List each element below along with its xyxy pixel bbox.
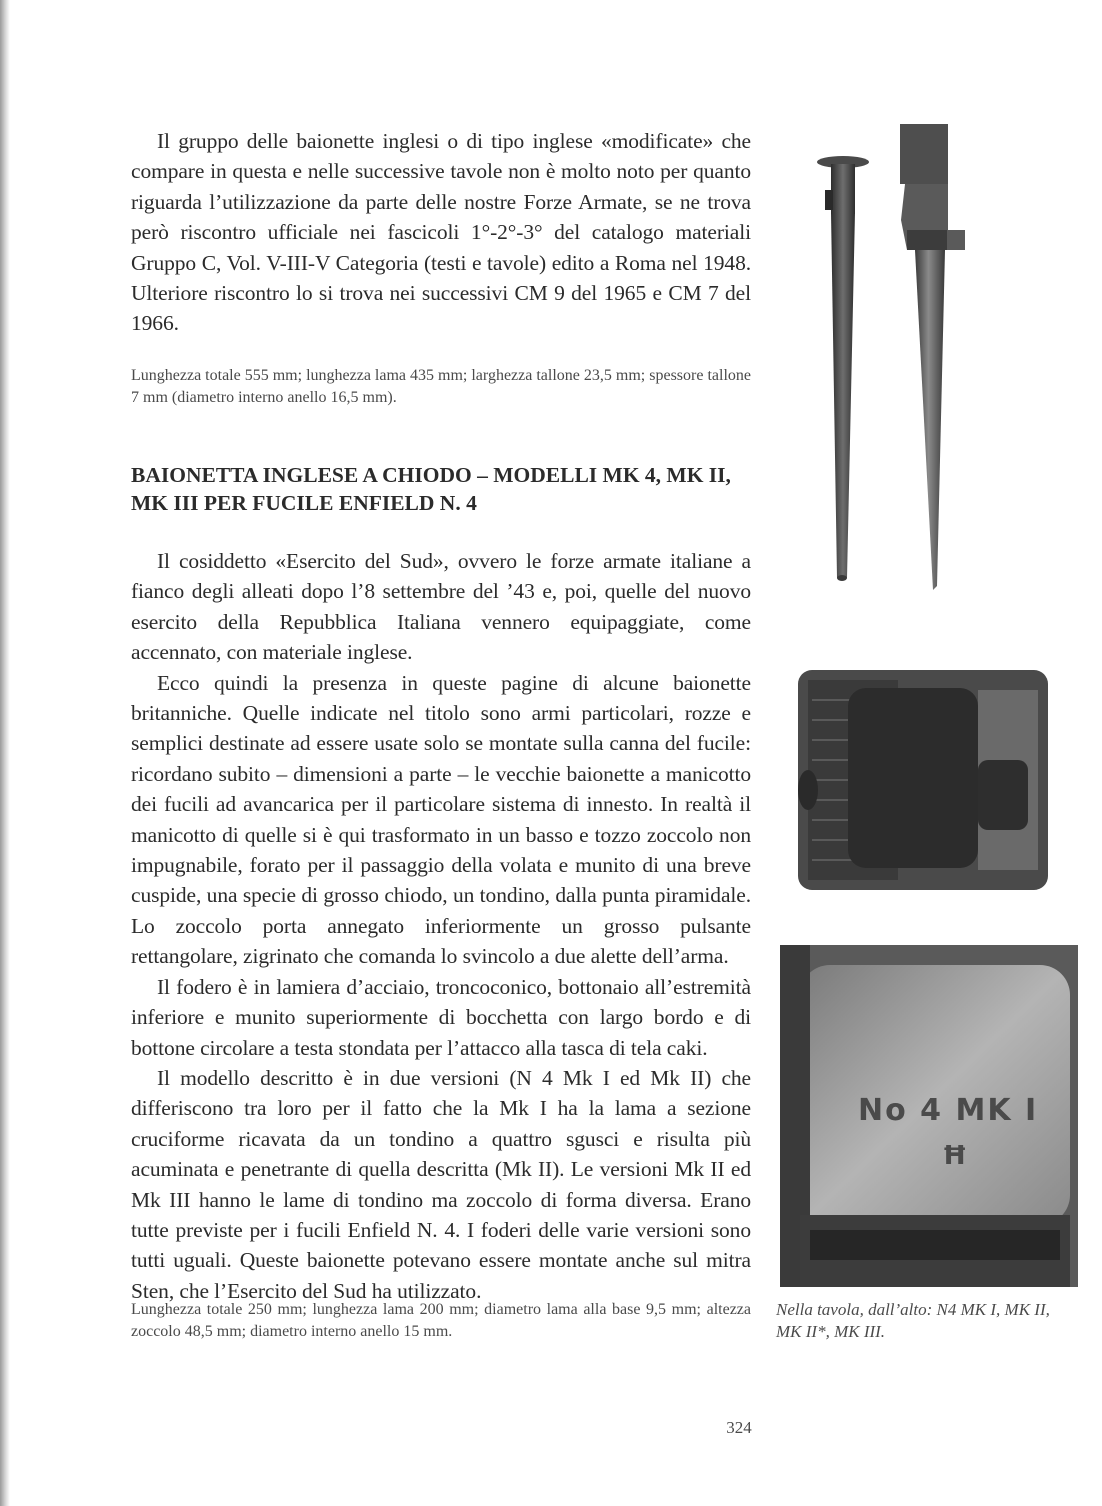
- section-paragraph-2: Ecco quindi la presenza in queste pagine di alcune baionette britanniche. Quelle indicate nel titolo sono armi particolari, rozze e semplici destinate ad essere usate solo se montate sulla canna del fucile: ricordano subito – dimensioni a parte – le vecchie baionette a manicotto dei fucili ad avancarica per il particolare sistema di innesto. In realtà il manicotto di quelle si è qui trasformato in un basso e tozzo zoccolo non impugnabile, forato per il passaggio della volata e munito di una breve cuspide, una specie di grosso chiodo, un tondino, dalla punta piramidale. Lo zoccolo porta annegato inferiormente un grosso pulsante rettangolare, zigrinato che comanda lo svincolo a due alette dell’arma.: [131, 670, 751, 969]
- socket-closeup-photo: [778, 660, 1066, 910]
- section-title: BAIONETTA INGLESE A CHIODO – MODELLI MK 4, MK II, MK III PER FUCILE ENFIELD N. 4: [131, 463, 731, 515]
- section-paragraph-1: Il cosiddetto «Esercito del Sud», ovvero le forze armate italiane a fianco degli alleati dopo l’8 settembre del ’43 e, poi, quelle del nuovo esercito della Repubblica Italiana vennero equipaggiate, come accennato, con materiale inglese.: [131, 549, 751, 665]
- intro-paragraph: Il gruppo delle baionette inglesi o di tipo inglese «modificate» che compare in questa e nelle successive tavole non è molto noto per quanto riguarda l’utilizzazione da parte delle nostre Forze Armate, se ne trova però riscontro ufficiale nei fascicoli 1°-2°-3° del catalogo materiali Gruppo C, Vol. V-III-V Categoria (testi e tavole) edito a Roma nel 1948. Ulteriore riscontro lo si trova nei successivi CM 9 del 1965 e CM 7 del 1966.: [131, 129, 751, 336]
- section-paragraph-3: Il fodero è in lamiera d’acciaio, troncoconico, bottonaio all’estremità inferiore e munito superiormente di bocchetta con largo bordo e di bottone circolare a testa stondata per l’attacco alla tasca di tela caki.: [131, 974, 751, 1060]
- dimensions-caption-1: Lunghezza totale 555 mm; lunghezza lama 435 mm; larghezza tallone 23,5 mm; spessore tallone 7 mm (diametro interno anello 16,5 mm).: [131, 367, 751, 406]
- stamp-model-text: No 4 MK I: [858, 1093, 1039, 1128]
- stamp-marking-photo: [780, 945, 1078, 1287]
- plate-caption: Nella tavola, dall’alto: N4 MK I, MK II, MK II*, MK III.: [776, 1300, 1050, 1341]
- spike-bayonets-photo: [795, 120, 1035, 595]
- section-body: [131, 546, 751, 1306]
- bayonet-mk1: [817, 156, 869, 581]
- page-binding-shadow: [0, 0, 10, 1506]
- stamp-broad-arrow-mark: Ħ: [942, 1141, 970, 1171]
- section-paragraph-4: Il modello descritto è in due versioni (N 4 Mk I ed Mk II) che differiscono tra loro per il fatto che la Mk I ha la lama a sezione cruciforme ricavata da un tondino a quattro sgusci e risulta più acuminata e penetrante di quella descritta (Mk II). Le versioni Mk II ed Mk III hanno le lame di tondino ma zoccolo di forma diversa. Erano tutte previste per i fucili Enfield N. 4. I foderi delle varie versioni sono tutti uguali. Queste baionette potevano essere montate anche sul mitra Sten, che l’Esercito del Sud ha utilizzato.: [131, 1065, 751, 1303]
- bayonet-mk2: [900, 124, 965, 590]
- dimensions-caption-2: Lunghezza totale 250 mm; lunghezza lama 200 mm; diametro lama alla base 9,5 mm; altezza zoccolo 48,5 mm; diametro interno anello 15 mm.: [131, 1301, 751, 1340]
- page-number: 324: [726, 1418, 752, 1437]
